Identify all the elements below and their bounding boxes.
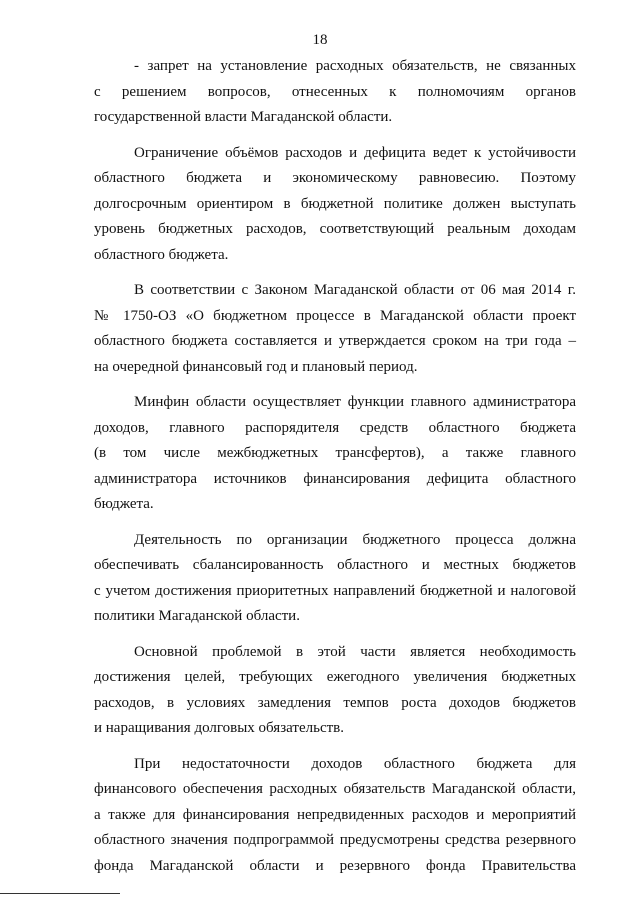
- text-line: № 1750-ОЗ «О бюджетном процессе в Магаданской области проект: [94, 307, 576, 324]
- text-line: достижения целей, требующих ежегодного увеличения бюджетных: [94, 669, 576, 685]
- text-line: администратора источников финансирования дефицита областного: [94, 470, 576, 487]
- text-line: долгосрочным ориентиром в бюджетной политике должен выступать: [94, 195, 576, 212]
- text-line: - запрет на установление расходных обязательств, не связанных: [134, 58, 576, 74]
- text-line: и наращивания долговых обязательств.: [94, 720, 344, 736]
- text-line: В соответствии с Законом Магаданской области от 06 мая 2014 г.: [134, 282, 576, 298]
- text-line: на очередной финансовый год и плановый период.: [94, 358, 418, 375]
- paragraph-minfin-functions: [94, 390, 576, 518]
- text-line: государственной власти Магаданской области.: [94, 109, 393, 125]
- text-line: финансового обеспечения расходных обязательств Магаданской области,: [94, 781, 576, 797]
- text-line: фонда Магаданской области и резервного фонда Правительства: [94, 857, 576, 874]
- text-line: бюджета.: [94, 496, 154, 512]
- text-line: При недостаточности доходов областного бюджета для: [134, 755, 576, 772]
- paragraph-budget-process: [94, 528, 576, 630]
- text-line: обеспечивать сбалансированность областного и местных бюджетов: [94, 557, 576, 573]
- paragraph-expense-limits: [94, 141, 576, 269]
- paragraph-reserve-fund: [94, 752, 576, 880]
- text-line: Минфин области осуществляет функции главного администратора: [134, 394, 576, 410]
- text-line: областного значения подпрограммой предусмотрены средства резервного: [94, 832, 576, 848]
- text-line: политики Магаданской области.: [94, 608, 300, 624]
- paragraph-budget-law: [94, 278, 576, 380]
- text-line: Основной проблемой в этой части является необходимость: [134, 643, 576, 660]
- text-line: областного бюджета составляется и утверждается сроком на три года –: [94, 333, 576, 349]
- footnote-separator: [0, 893, 120, 894]
- text-line: доходов, главного распорядителя средств областного бюджета: [94, 419, 576, 436]
- text-line: а также для финансирования непредвиденных расходов и мероприятий: [94, 806, 576, 823]
- text-line: (в том числе межбюджетных трансфертов), а также главного: [94, 445, 576, 461]
- text-line: Ограничение объёмов расходов и дефицита ведет к устойчивости: [134, 144, 576, 161]
- text-line: областного бюджета и экономическому равновесию. Поэтому: [94, 170, 576, 186]
- text-line: расходов, в условиях замедления темпов роста доходов бюджетов: [94, 694, 576, 711]
- paragraph-main-problem: [94, 640, 576, 742]
- page-number: 18: [312, 32, 328, 48]
- document-body: [94, 54, 576, 879]
- text-line: с учетом достижения приоритетных направлений бюджетной и налоговой: [94, 582, 576, 599]
- text-line: уровень бюджетных расходов, соответствующий реальным доходам: [94, 221, 576, 237]
- text-line: Деятельность по организации бюджетного процесса должна: [134, 531, 576, 548]
- text-line: областного бюджета.: [94, 246, 229, 263]
- text-line: с решением вопросов, отнесенных к полномочиям органов: [94, 83, 576, 100]
- paragraph-prohibition: [94, 54, 576, 131]
